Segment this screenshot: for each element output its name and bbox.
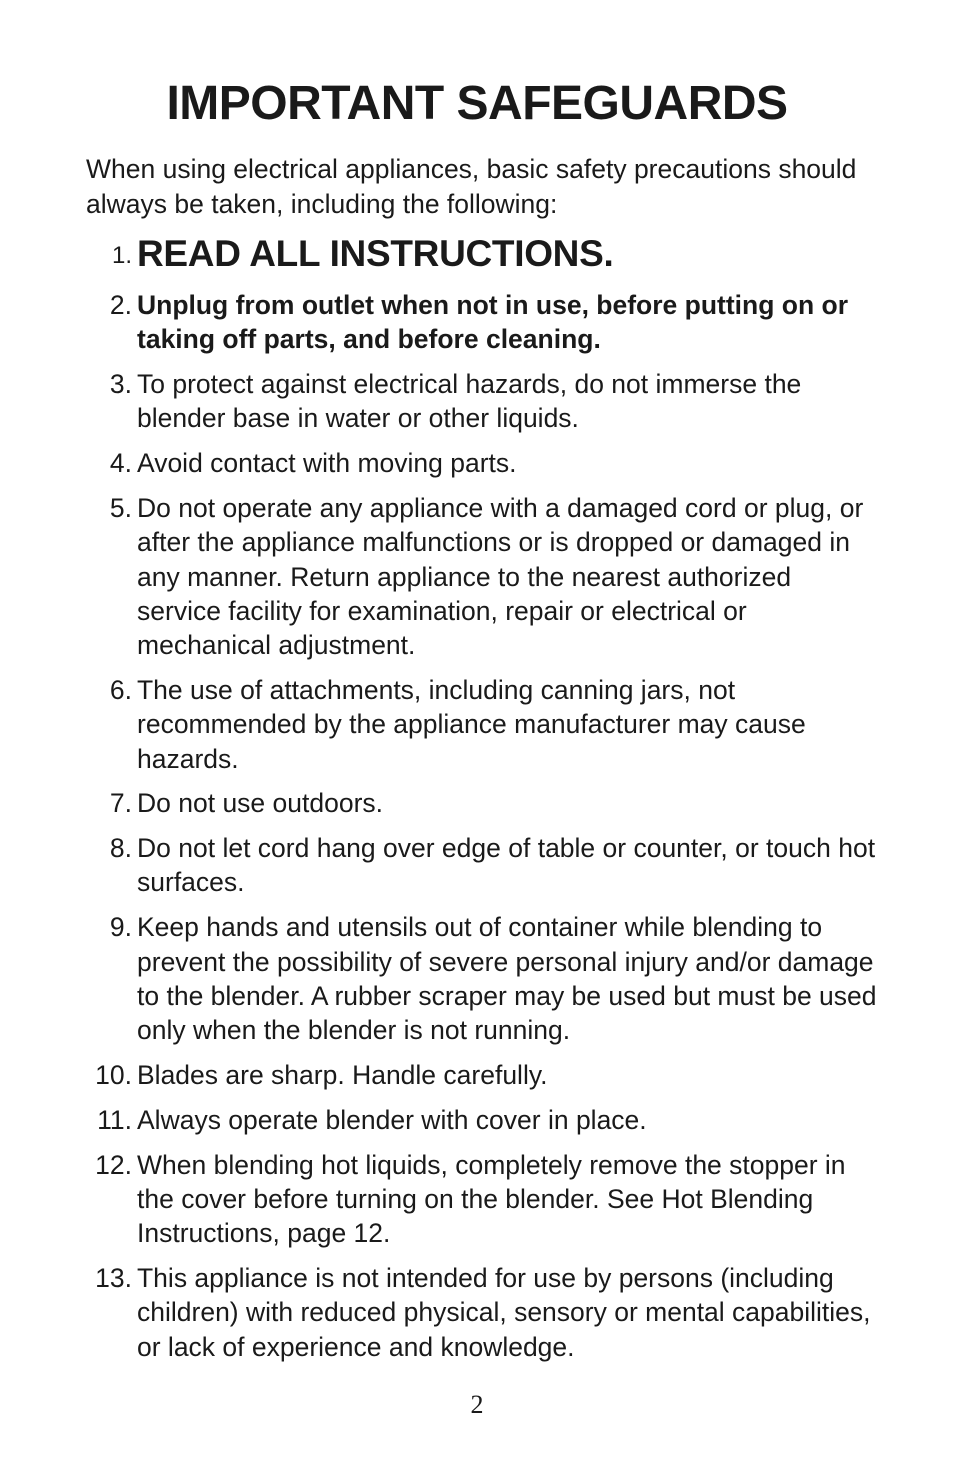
item-number: 2. — [109, 290, 132, 320]
item-text: To protect against electrical hazards, do not immerse the blender base in water or other liquids. — [137, 369, 802, 434]
item-number: 11. — [97, 1104, 132, 1135]
item-number: 3. — [109, 369, 132, 400]
item-number: 9. — [109, 912, 132, 943]
list-item — [0, 1103, 954, 1137]
safeguards-list — [0, 232, 954, 1374]
list-item — [0, 673, 954, 776]
page-number: 2 — [470, 1390, 484, 1419]
item-text: READ ALL INSTRUCTIONS. — [137, 233, 614, 274]
item-number: 12. — [95, 1149, 132, 1180]
item-text: Do not operate any appliance with a damaged cord or plug, or after the appliance malfunctions or is dropped or damaged in any manner. Return appliance to the nearest authorized service facility for examination, repair or electrical or mechanical adjustment. — [137, 492, 864, 661]
item-text: This appliance is not intended for use by persons (including children) with reduced physical, sensory or mental capabilities, or lack of experience and knowledge. — [137, 1262, 871, 1362]
item-number: 7. — [109, 788, 132, 819]
item-number: 10. — [95, 1059, 132, 1090]
list-item — [0, 1261, 954, 1364]
intro-paragraph: When using electrical appliances, basic safety precautions should always be taken, including the following: — [86, 154, 857, 219]
item-number: 5. — [109, 492, 132, 523]
item-text: Keep hands and utensils out of container while blending to prevent the possibility of severe personal injury and/or damage to the blender. A rubber scraper may be used but must be used only when the blender is not running. — [137, 912, 877, 1046]
item-text: Unplug from outlet when not in use, before putting on or taking off parts, and before cleaning. — [137, 290, 849, 355]
item-text: Blades are sharp. Handle carefully. — [137, 1059, 548, 1090]
item-text: Always operate blender with cover in place. — [137, 1104, 647, 1135]
item-number: 1. — [111, 242, 132, 269]
list-item — [0, 288, 954, 357]
item-text: Do not use outdoors. — [137, 788, 384, 819]
item-text: Do not let cord hang over edge of table or counter, or touch hot surfaces. — [137, 833, 876, 898]
item-number: 8. — [109, 833, 132, 864]
list-item — [0, 1058, 954, 1092]
item-text: The use of attachments, including canning jars, not recommended by the appliance manufacturer may cause hazards. — [137, 674, 806, 774]
list-item — [0, 232, 954, 276]
item-number: 13. — [95, 1262, 132, 1293]
page-title: IMPORTANT SAFEGUARDS — [166, 77, 788, 130]
list-item — [0, 446, 954, 480]
list-item — [0, 367, 954, 436]
item-number: 6. — [109, 674, 132, 705]
item-text: When blending hot liquids, completely remove the stopper in the cover before turning on the blender. See Hot Blending Instructions, page 12. — [137, 1149, 846, 1249]
list-item — [0, 831, 954, 900]
list-item — [0, 1148, 954, 1251]
list-item — [0, 910, 954, 1047]
list-item — [0, 786, 954, 820]
item-number: 4. — [109, 448, 132, 479]
item-text: Avoid contact with moving parts. — [137, 448, 517, 479]
list-item — [0, 491, 954, 662]
